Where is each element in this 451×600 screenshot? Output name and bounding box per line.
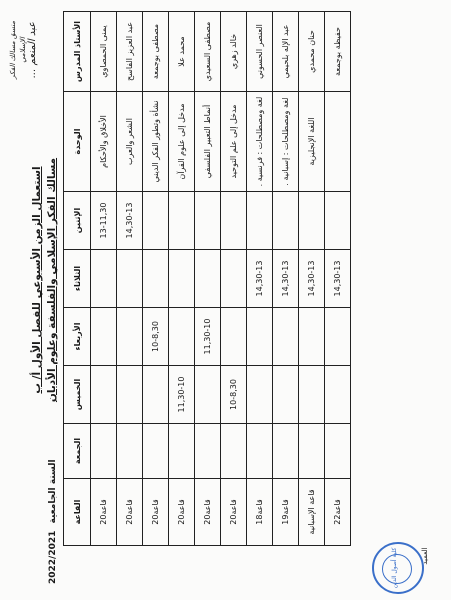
room-cell: قاعة19	[273, 479, 299, 546]
room-cell: قاعة20	[195, 479, 221, 546]
room-cell: قاعة18	[247, 479, 273, 546]
table-row	[91, 12, 117, 546]
time-cell	[143, 192, 169, 250]
time-cell	[117, 366, 143, 424]
time-cell	[273, 308, 299, 366]
room-cell: قاعة20	[91, 479, 117, 546]
time-cell	[221, 424, 247, 479]
room-cell: قاعة20	[169, 479, 195, 546]
time-cell: 11,30-10	[195, 308, 221, 366]
official-stamp	[372, 542, 424, 594]
table-row	[169, 12, 195, 546]
table-row	[325, 12, 351, 546]
table-row	[143, 12, 169, 546]
time-cell	[143, 366, 169, 424]
timetable-body	[91, 12, 351, 546]
time-cell	[221, 192, 247, 250]
time-cell	[247, 424, 273, 479]
column-header: الثلاثاء	[64, 250, 91, 308]
teacher-cell: مصطفى بوجمعة	[143, 12, 169, 92]
teacher-cell: عبد العزيز الفاسح	[117, 12, 143, 92]
time-cell	[91, 250, 117, 308]
column-header: الأربعاء	[64, 308, 91, 366]
teacher-cell: محمد علا	[169, 12, 195, 92]
time-cell	[299, 366, 325, 424]
time-cell	[221, 308, 247, 366]
time-cell	[169, 250, 195, 308]
time-cell	[325, 424, 351, 479]
time-cell	[299, 424, 325, 479]
time-cell: 14,30-13	[247, 250, 273, 308]
time-cell	[273, 366, 299, 424]
time-cell	[169, 192, 195, 250]
time-cell	[299, 192, 325, 250]
time-cell	[221, 250, 247, 308]
time-cell	[325, 192, 351, 250]
table-row	[299, 12, 325, 546]
room-cell: قاعة20	[117, 479, 143, 546]
teacher-cell: عبد الإله بلحيمي	[273, 12, 299, 92]
room-cell: قاعة22	[325, 479, 351, 546]
table-row	[195, 12, 221, 546]
time-cell: 10-8,30	[143, 308, 169, 366]
time-cell	[247, 192, 273, 250]
timetable	[63, 11, 351, 546]
academic-year	[48, 459, 58, 584]
timetable-header-row	[64, 12, 91, 546]
time-cell: 14,30-13	[325, 250, 351, 308]
module-cell: الأخلاق والأحكام	[91, 92, 117, 192]
column-header: الوحدة	[64, 92, 91, 192]
time-cell	[169, 424, 195, 479]
time-cell: 14,30-13	[299, 250, 325, 308]
time-cell: 11,30-10	[169, 366, 195, 424]
column-header: الأستاذ المدرس	[64, 12, 91, 92]
time-cell	[117, 424, 143, 479]
time-cell	[143, 250, 169, 308]
table-row	[273, 12, 299, 546]
page-title	[30, 130, 60, 430]
academic-year-value: 2022/2021	[48, 530, 58, 584]
stamp-text: كلية أصول الدين	[391, 547, 398, 589]
time-cell	[91, 424, 117, 479]
module-cell: لغة ومصطلحات : إسبانية .	[273, 92, 299, 192]
time-cell	[247, 308, 273, 366]
department-head-title: منسق مسالك الفكر الإسلامي	[9, 21, 27, 79]
time-cell	[91, 308, 117, 366]
column-header: الإثنين	[64, 192, 91, 250]
title-line-1: استعمال الزمن الأسبوعي للفصل الأول أ/ ب	[31, 166, 43, 394]
module-cell: اللغة الإنجليزية	[299, 92, 325, 192]
time-cell	[247, 366, 273, 424]
teacher-cell: مصطفى السعيدي	[195, 12, 221, 92]
time-cell	[273, 424, 299, 479]
time-cell	[143, 424, 169, 479]
time-cell	[169, 308, 195, 366]
module-cell: مدخل إلى علوم القرآن	[169, 92, 195, 192]
column-header: الجمعة	[64, 424, 91, 479]
time-cell	[195, 424, 221, 479]
table-row	[221, 12, 247, 546]
time-cell	[195, 192, 221, 250]
time-cell	[195, 250, 221, 308]
time-cell	[117, 250, 143, 308]
time-cell: 14,30-13	[273, 250, 299, 308]
academic-year-label: السنة الجامعية	[48, 459, 58, 524]
module-cell: لغة ومصطلحات : فرنسية .	[247, 92, 273, 192]
time-cell	[195, 366, 221, 424]
title-line-2: مسالك الفكر الإسلامي والفلسفة وعلوم الأديان	[46, 157, 58, 403]
module-cell: الشعر والعرب	[117, 92, 143, 192]
teacher-cell: العنصر الحسوني	[247, 12, 273, 92]
time-cell	[299, 308, 325, 366]
module-cell: مدخل إلى علم التوحيد	[221, 92, 247, 192]
time-cell	[325, 308, 351, 366]
room-cell: قاعة20	[143, 479, 169, 546]
teacher-cell: حنان محمدي	[299, 12, 325, 92]
module-cell: أنماط التعبير الفلسفي	[195, 92, 221, 192]
teacher-cell: حفيظة بوجمعة	[325, 12, 351, 92]
time-cell	[117, 308, 143, 366]
module-cell	[325, 92, 351, 192]
time-cell: 14,30-13	[117, 192, 143, 250]
column-header: الخميس	[64, 366, 91, 424]
column-header: القاعة	[64, 479, 91, 546]
time-cell	[273, 192, 299, 250]
module-cell: نشأة وتطور الفكر الديني	[143, 92, 169, 192]
time-cell	[325, 366, 351, 424]
room-cell: قاعة20	[221, 479, 247, 546]
table-row	[247, 12, 273, 546]
table-row	[117, 12, 143, 546]
time-cell: 13-11,30	[91, 192, 117, 250]
room-cell: قاعة الإسبانية	[299, 479, 325, 546]
teacher-cell: خالد زهري	[221, 12, 247, 92]
teacher-cell: يمنى الحمصاوي	[91, 12, 117, 92]
department-head-block	[8, 10, 38, 90]
department-head-signature: عبد المنعم ...	[27, 21, 38, 79]
time-cell: 10-8,30	[221, 366, 247, 424]
time-cell	[91, 366, 117, 424]
dean-label: العميد	[421, 547, 429, 565]
